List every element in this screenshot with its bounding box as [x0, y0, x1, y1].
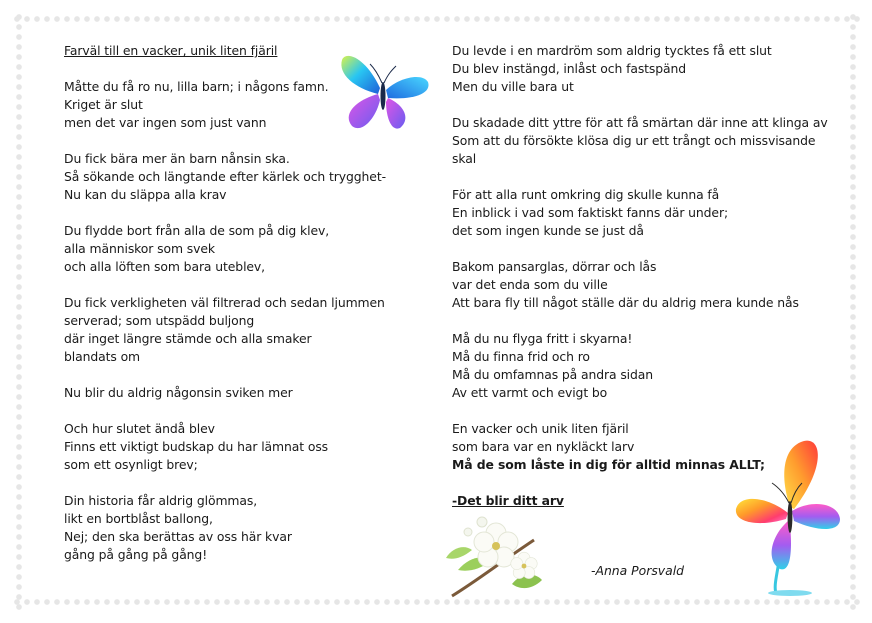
- border-top: [12, 14, 860, 24]
- stanza: [64, 384, 394, 402]
- poem-line: Att bara fly till något ställe där du aldrig mera kunde nås: [452, 295, 799, 310]
- poem-line: Du fick bära mer än barn nånsin ska.: [64, 151, 290, 166]
- poem-line: likt en bortblåst ballong,: [64, 511, 213, 526]
- signature: -Anna Porsvald: [591, 563, 685, 578]
- poem-line: Må du omfamnas på andra sidan: [452, 367, 654, 382]
- poem-line: Finns ett viktigt budskap du har lämnat oss: [64, 439, 329, 454]
- poem-line: En inblick i vad som faktiskt fanns där under;: [452, 205, 729, 220]
- border-left: [14, 12, 24, 611]
- poem-line: det som ingen kunde se just då: [452, 223, 644, 238]
- stanza: [64, 150, 394, 204]
- poem-line: Men du ville bara ut: [452, 79, 574, 94]
- poem-line: serverad; som utspädd buljong: [64, 313, 255, 328]
- rainbow-butterfly-icon: [732, 437, 844, 599]
- poem-line: Måtte du få ro nu, lilla barn; i någons famn.: [64, 79, 329, 94]
- poem-line: Du skadade ditt yttre för att få smärtan där inne att klinga av: [452, 115, 828, 130]
- poem-line: En vacker och unik liten fjäril: [452, 421, 629, 436]
- poem-line: Nu kan du släppa alla krav: [64, 187, 227, 202]
- poem-line: men det var ingen som just vann: [64, 115, 267, 130]
- poem-line: Nej; den ska berättas av oss här kvar: [64, 529, 292, 544]
- stanza: [64, 294, 394, 366]
- stanza: [64, 222, 394, 276]
- poem-line: och alla löften som bara uteblev,: [64, 259, 266, 274]
- poem-line: alla människor som svek: [64, 241, 215, 256]
- stanza: [452, 186, 812, 240]
- poem-line: Du fick verkligheten väl filtrerad och sedan ljummen: [64, 295, 385, 310]
- stanza: [452, 330, 812, 402]
- stanza: [452, 42, 812, 96]
- poem-line: Och hur slutet ändå blev: [64, 421, 215, 436]
- white-blossom-icon: [438, 510, 550, 602]
- poem-line: Du levde i en mardröm som aldrig tycktes få ett slut: [452, 43, 772, 58]
- right-stanzas: [452, 42, 828, 456]
- poem-line: Må du nu flyga fritt i skyarna!: [452, 331, 633, 346]
- stanza: [64, 492, 394, 564]
- poem-line: Kriget är slut: [64, 97, 143, 112]
- poem-line: Så sökande och längtande efter kärlek och trygghet-: [64, 169, 386, 184]
- closing-line: -Det blir ditt arv: [452, 493, 564, 508]
- poem-line: var det enda som du ville: [452, 277, 608, 292]
- poem-line: blandats om: [64, 349, 141, 364]
- poem-line: Må du finna frid och ro: [452, 349, 590, 364]
- poem-line: Du flydde bort från alla de som på dig klev,: [64, 223, 330, 238]
- poem-line: Som att du försökte klösa dig ur ett trångt och missvisande: [452, 133, 816, 148]
- bold-closing-line: Må de som låste in dig för alltid minnas ALLT;: [452, 457, 765, 472]
- poem-line: Bakom pansarglas, dörrar och lås: [452, 259, 657, 274]
- left-stanzas: [64, 78, 394, 564]
- blue-butterfly-icon: [336, 48, 432, 136]
- stanza: [452, 114, 828, 168]
- poem-title: Farväl till en vacker, unik liten fjäril: [64, 43, 278, 58]
- poem-line: Nu blir du aldrig någonsin sviken mer: [64, 385, 293, 400]
- stanza: [64, 420, 394, 474]
- border-right: [848, 12, 858, 611]
- poem-line: som bara var en nykläckt larv: [452, 439, 635, 454]
- poem-line: som ett osynligt brev;: [64, 457, 198, 472]
- poem-line: Din historia får aldrig glömmas,: [64, 493, 258, 508]
- poem-line: Av ett varmt och evigt bo: [452, 385, 608, 400]
- poem-line: där inget längre stämde och alla smaker: [64, 331, 312, 346]
- poem-line: skal: [452, 151, 477, 166]
- poem-line: Du blev instängd, inlåst och fastspänd: [452, 61, 687, 76]
- stanza: [452, 258, 812, 312]
- poem-line: gång på gång på gång!: [64, 547, 208, 562]
- poem-line: För att alla runt omkring dig skulle kunna få: [452, 187, 720, 202]
